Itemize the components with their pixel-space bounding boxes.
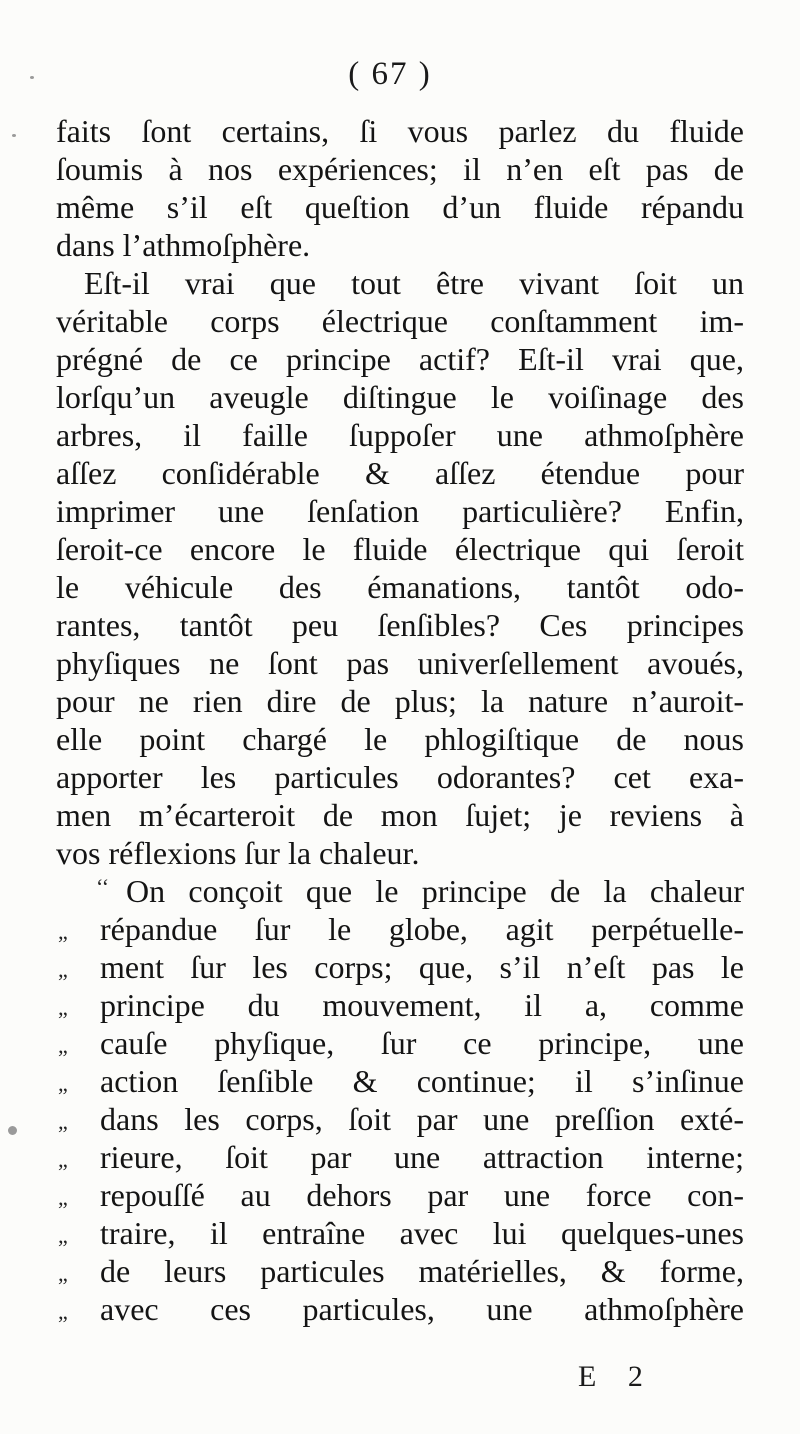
- paper-speck: [8, 1126, 17, 1135]
- line-text: lorſqu’un aveugle diſtingue le voiſinage des: [56, 379, 744, 415]
- text-line: [56, 1214, 744, 1252]
- text-line: [56, 1138, 744, 1176]
- line-text: men m’écarteroit de mon ſujet; je reviens à: [56, 797, 744, 833]
- quote-mark: „: [58, 957, 68, 982]
- text-line: [56, 1024, 744, 1062]
- line-text: imprimer une ſenſation particulière? Enfin,: [56, 493, 744, 529]
- line-text: ſoumis à nos expériences; il n’en eſt pas de: [56, 151, 744, 187]
- quote-mark: „: [58, 1185, 68, 1210]
- text-line: [56, 682, 744, 720]
- line-text: pour ne rien dire de plus; la nature n’auroit-: [56, 683, 744, 719]
- text-line: [56, 378, 744, 416]
- line-text: rantes, tantôt peu ſenſibles? Ces principes: [56, 607, 744, 643]
- line-text: aſſez conſidérable & aſſez étendue pour: [56, 455, 744, 491]
- line-text: action ſenſible & continue; il s’inſinue: [100, 1063, 744, 1099]
- line-text: principe du mouvement, il a, comme: [100, 987, 744, 1023]
- line-text: phyſiques ne ſont pas univerſellement avoués,: [56, 645, 744, 681]
- line-text: traire, il entraîne avec lui quelques-unes: [100, 1215, 744, 1251]
- line-text: faits ſont certains, ſi vous parlez du fluide: [56, 113, 744, 149]
- text-line: [56, 1252, 744, 1290]
- text-line: [56, 568, 744, 606]
- line-text: véritable corps électrique conſtamment im-: [56, 303, 744, 339]
- text-line: [56, 834, 744, 872]
- line-text: même s’il eſt queſtion d’un fluide répandu: [56, 189, 744, 225]
- text-line: [56, 454, 744, 492]
- text-line: [56, 644, 744, 682]
- text-body: [56, 112, 744, 1328]
- quote-mark: „: [58, 1071, 68, 1096]
- text-line: [56, 226, 744, 264]
- line-text: le véhicule des émanations, tantôt odo-: [56, 569, 744, 605]
- text-line: [56, 758, 744, 796]
- line-text: ment ſur les corps; que, s’il n’eſt pas le: [100, 949, 744, 985]
- quote-mark: „: [58, 1147, 68, 1172]
- text-line: [56, 188, 744, 226]
- line-text: avec ces particules, une athmoſphère: [100, 1291, 744, 1327]
- quote-mark: „: [58, 995, 68, 1020]
- line-text: dans les corps, ſoit par une preſſion exté-: [100, 1101, 744, 1137]
- text-line: [56, 720, 744, 758]
- line-text: cauſe phyſique, ſur ce principe, une: [100, 1025, 744, 1061]
- line-text: On conçoit que le principe de la chaleur: [126, 873, 744, 909]
- line-text: de leurs particules matérielles, & forme,: [100, 1253, 744, 1289]
- line-text: rieure, ſoit par une attraction interne;: [100, 1139, 744, 1175]
- signature-mark: E 2: [578, 1360, 655, 1393]
- text-line: [56, 492, 744, 530]
- text-line: [56, 264, 744, 302]
- paper-speck: [30, 76, 34, 79]
- text-line: [56, 150, 744, 188]
- text-line: [56, 1176, 744, 1214]
- text-line: [56, 112, 744, 150]
- text-line: [56, 948, 744, 986]
- line-text: dans l’athmoſphère.: [56, 227, 311, 263]
- line-text: prégné de ce principe actif? Eſt-il vrai que,: [56, 341, 744, 377]
- text-line: [56, 1290, 744, 1328]
- text-line: [56, 796, 744, 834]
- quote-mark: „: [58, 1261, 68, 1286]
- line-text: vos réflexions ſur la chaleur.: [56, 835, 420, 871]
- text-line: [56, 302, 744, 340]
- text-line: [56, 1062, 744, 1100]
- line-text: repouſſé au dehors par une force con-: [100, 1177, 744, 1213]
- quote-mark: ‘‘: [96, 874, 110, 899]
- quote-mark: „: [58, 919, 68, 944]
- text-line: [56, 910, 744, 948]
- line-text: arbres, il faille ſuppoſer une athmoſphère: [56, 417, 744, 453]
- quote-mark: „: [58, 1223, 68, 1248]
- line-text: Eſt-il vrai que tout être vivant ſoit un: [84, 265, 744, 301]
- text-line: [56, 872, 744, 910]
- text-line: [56, 1100, 744, 1138]
- text-line: [56, 530, 744, 568]
- quote-mark: „: [58, 1033, 68, 1058]
- line-text: ſeroit-ce encore le fluide électrique qui ſeroit: [56, 531, 744, 567]
- text-line: [56, 340, 744, 378]
- quote-mark: „: [58, 1109, 68, 1134]
- line-text: apporter les particules odorantes? cet exa-: [56, 759, 744, 795]
- quote-mark: „: [58, 1299, 68, 1324]
- text-line: [56, 986, 744, 1024]
- paper-speck: [12, 134, 16, 137]
- line-text: elle point chargé le phlogiſtique de nous: [56, 721, 744, 757]
- text-line: [56, 416, 744, 454]
- text-line: [56, 606, 744, 644]
- page-number: ( 67 ): [348, 56, 432, 92]
- line-text: répandue ſur le globe, agit perpétuelle-: [100, 911, 744, 947]
